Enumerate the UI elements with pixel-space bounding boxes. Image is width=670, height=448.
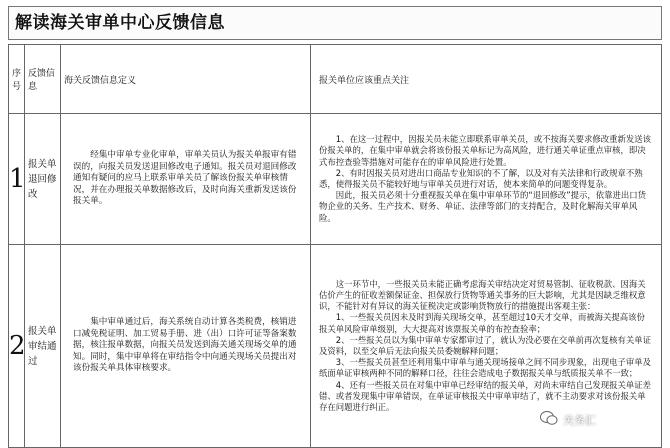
header-definition: 海关反馈信息定义 (61, 45, 311, 114)
row-definition: 经集中审单专业化审单，审单关员认为报关单报审有错误的，向报关员发送退回修改电子通知。报关员对退回修改通知有疑问的应马上联系审单关员了解该份报关单审核情况，并在办理报关单数据修改后，及时向海关重新发送该份报关单。 (61, 114, 311, 245)
focus-paragraph: 因此，报关员必须十分重视报关单在集中审单环节的“退回修改”提示，依靠进出口货物企业的关务、生产技术、财务、单证、法律等部门的支持配合，及时化解海关审单风险。 (319, 190, 646, 223)
row-number: 2 (9, 245, 25, 448)
header-type: 反馈信息 (25, 45, 61, 114)
focus-paragraph: 3、一些报关员甚至还利用集中审单与通关现场接单之间不同步现象，出现电子审单及纸面单证审核两种不同的解释口径，往往会造成电子数据报关单与纸质报关单不一致； (319, 357, 651, 379)
focus-paragraph: 1、在这一过程中，因报关员未能立即联系审单关员，或不按海关要求修改重新发送该份报关单的，在集中审单就会将该份报关单标记为高风险，进行通关单证重点审核，即决式布控查验等措施对可能存在的审单风险进行处置。 (319, 134, 651, 167)
row-number: 1 (9, 114, 25, 245)
table-row (9, 114, 662, 245)
row-type: 报关单退回修改 (25, 114, 61, 245)
table-header-row (9, 45, 662, 114)
focus-paragraph: 2、有时因报关员对进出口商品专业知识的不了解，以及对有关法律和行政规章不熟悉，使得报关员不能较好地与审单关员进行对话，使本来简单的问题变得复杂。 (319, 167, 643, 189)
feedback-table (8, 44, 662, 448)
row-definition: 集中审单通过后，海关系统自动计算各类税费，核销进口减免税证明、加工贸易手册、进（出）口许可证等备案数据，核注报单数据，向报关员发送到海关通关现场交单的通知。同时，集中审单将在审结指令中向通关现场关员提出对该份报关单具体审核要求。 (61, 245, 311, 448)
focus-paragraph: 2、一些报关员以为集中审单专家都审过了，就认为没必要在交单前再次复核有关单证及资料，以至交单后无法向报关员委婉解释问题； (319, 334, 651, 356)
focus-paragraph: 4、还有一些报关员在对集中审单已经审结的报关单，对尚未审结自己发现报关单证差错、或者发现集中审单错误，在单证审核报关中审单审结了，就不主动要求对该份报关单存在问题进行纠正。 (319, 379, 651, 413)
header-no: 序号 (9, 45, 25, 114)
page-title: 解读海关审单中心反馈信息 (8, 6, 662, 40)
wechat-icon (540, 410, 558, 426)
focus-paragraph: 这一环节中，一些报关员未能正确考虑海关审结决定对贸易管制、征收税款、因海关估价产生的征收差额保证金、担保放行货物等通关事务的巨大影响，尤其是因缺乏维权意识，不能针对有异议的海关征税决定或影响货物放行的措施提出客观主张： (319, 278, 646, 312)
focus-paragraph: 1、一些报关员因未及时到海关现场交单，甚至超过10天才交单，而被海关提高该份报关单风险审单级别，大大提高对该票报关单的布控查验率； (319, 312, 645, 334)
row-focus (311, 114, 662, 245)
watermark-text: 关务汇 (563, 414, 596, 427)
row-focus (311, 245, 662, 448)
header-focus: 报关单位应该重点关注 (311, 45, 662, 114)
row-type: 报关单审结通过 (25, 245, 61, 448)
